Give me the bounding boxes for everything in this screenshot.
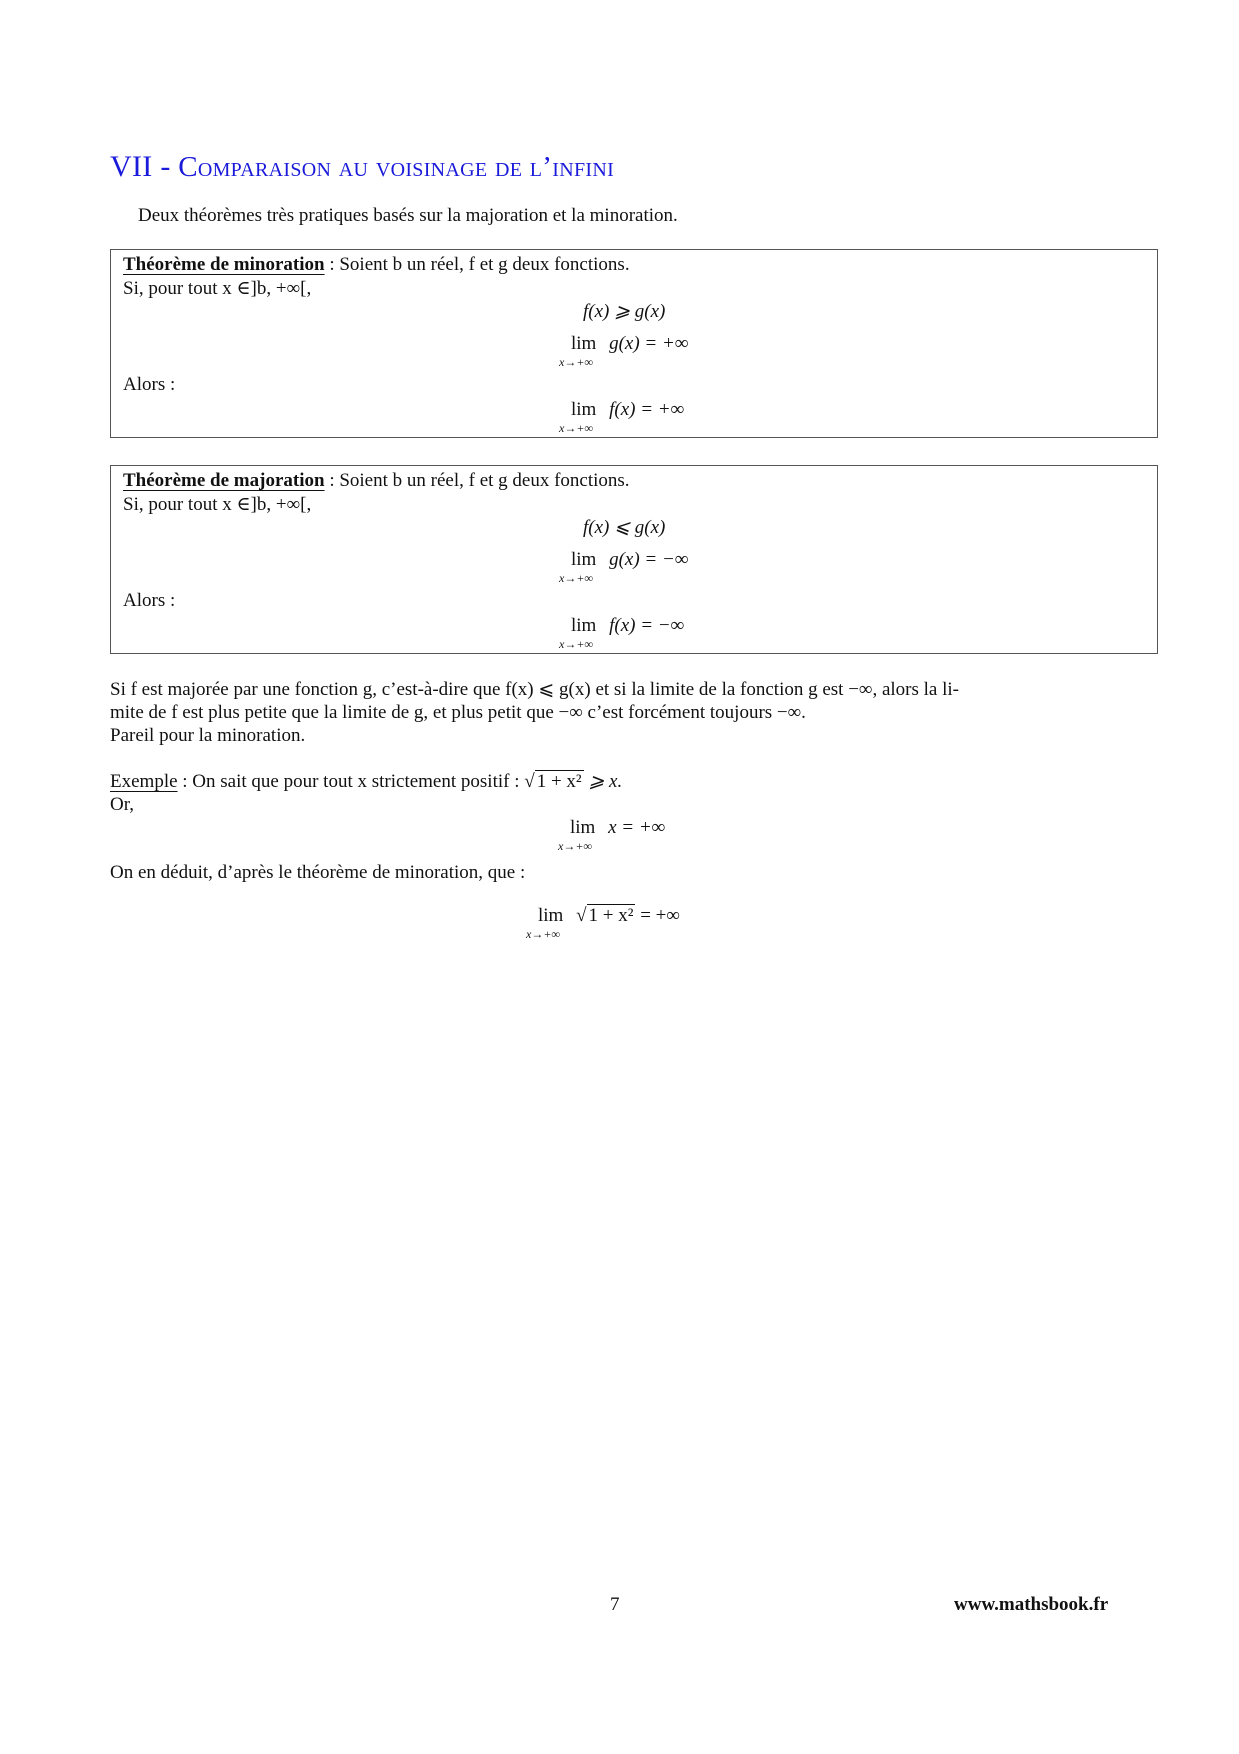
- theorem-box-minoration: [110, 249, 1158, 438]
- lim-expression: f(x) = +∞: [609, 399, 685, 420]
- explanation-line-2: mite de f est plus petite que la limite de g, et plus petit que −∞ c’est forcément toujours −∞.: [110, 702, 806, 723]
- lim-expression-tail: = +∞: [635, 905, 680, 926]
- sqrt-expression: √ 1 + x²: [576, 905, 634, 926]
- theorem-then: Alors :: [123, 374, 176, 395]
- theorem-condition: Si, pour tout x ∈]b, +∞[,: [123, 278, 312, 299]
- lim-subscript: x→+∞: [559, 637, 593, 651]
- intro-paragraph: Deux théorèmes très pratiques basés sur la majoration et la minoration.: [138, 205, 678, 226]
- example-limit-2: [526, 905, 680, 941]
- example-limit-1: [558, 817, 666, 853]
- example-inequality-tail: ⩾ x.: [583, 771, 623, 792]
- lim-word: lim: [571, 333, 597, 354]
- sqrt-radicand: 1 + x²: [536, 771, 582, 792]
- lim-subscript: x→+∞: [558, 839, 592, 853]
- theorem-inequality: f(x) ⩾ g(x): [583, 301, 666, 322]
- lim-expression: g(x) = +∞: [609, 333, 689, 354]
- lim-word: lim: [571, 615, 597, 636]
- theorem-header: [123, 470, 630, 492]
- lim-word: lim: [570, 817, 596, 838]
- explanation-line-3: Pareil pour la minoration.: [110, 725, 306, 746]
- theorem-name: Théorème de minoration: [123, 254, 325, 275]
- theorem-condition: Si, pour tout x ∈]b, +∞[,: [123, 494, 312, 515]
- section-title-text: Comparaison au voisinage de l’infini: [178, 151, 615, 183]
- theorem-name: Théorème de majoration: [123, 470, 325, 491]
- theorem-conclusion-limit: [559, 399, 685, 435]
- example-line: [110, 770, 1135, 793]
- theorem-statement: : Soient b un réel, f et g deux fonctions.: [324, 470, 630, 491]
- explanation-line-1: Si f est majorée par une fonction g, c’est-à-dire que f(x) ⩽ g(x) et si la limite de la fonction g est −∞, alors la li-: [110, 679, 959, 700]
- theorem-hypothesis-limit: [559, 333, 689, 369]
- lim-word: lim: [571, 549, 597, 570]
- theorem-hypothesis-limit: [559, 549, 689, 585]
- lim-word: lim: [538, 905, 564, 926]
- page-number: 7: [610, 1594, 620, 1615]
- lim-subscript: x→+∞: [526, 927, 560, 941]
- example-label: Exemple: [110, 771, 178, 792]
- lim-subscript: x→+∞: [559, 355, 593, 369]
- lim-subscript: x→+∞: [559, 571, 593, 585]
- theorem-box-majoration: [110, 465, 1158, 654]
- example-or: Or,: [110, 794, 135, 815]
- lim-expression: [576, 905, 680, 926]
- lim-subscript: x→+∞: [559, 421, 593, 435]
- theorem-inequality: f(x) ⩽ g(x): [583, 517, 666, 538]
- theorem-header: [123, 254, 630, 276]
- lim-word: lim: [571, 399, 597, 420]
- theorem-conclusion-limit: [559, 615, 685, 651]
- theorem-then: Alors :: [123, 590, 176, 611]
- footer-website: www.mathsbook.fr: [954, 1594, 1109, 1615]
- sqrt-expression: √ 1 + x²: [524, 771, 582, 792]
- lim-expression: g(x) = −∞: [609, 549, 689, 570]
- theorem-statement: : Soient b un réel, f et g deux fonctions.: [324, 254, 630, 275]
- sqrt-radicand: 1 + x²: [588, 905, 634, 926]
- example-deduce: On en déduit, d’après le théorème de minoration, que :: [110, 862, 526, 883]
- example-text: : On sait que pour tout x strictement positif :: [177, 771, 525, 792]
- lim-expression: f(x) = −∞: [609, 615, 685, 636]
- section-title: [110, 150, 614, 184]
- section-number: VII -: [110, 150, 171, 183]
- lim-expression: x = +∞: [608, 817, 666, 838]
